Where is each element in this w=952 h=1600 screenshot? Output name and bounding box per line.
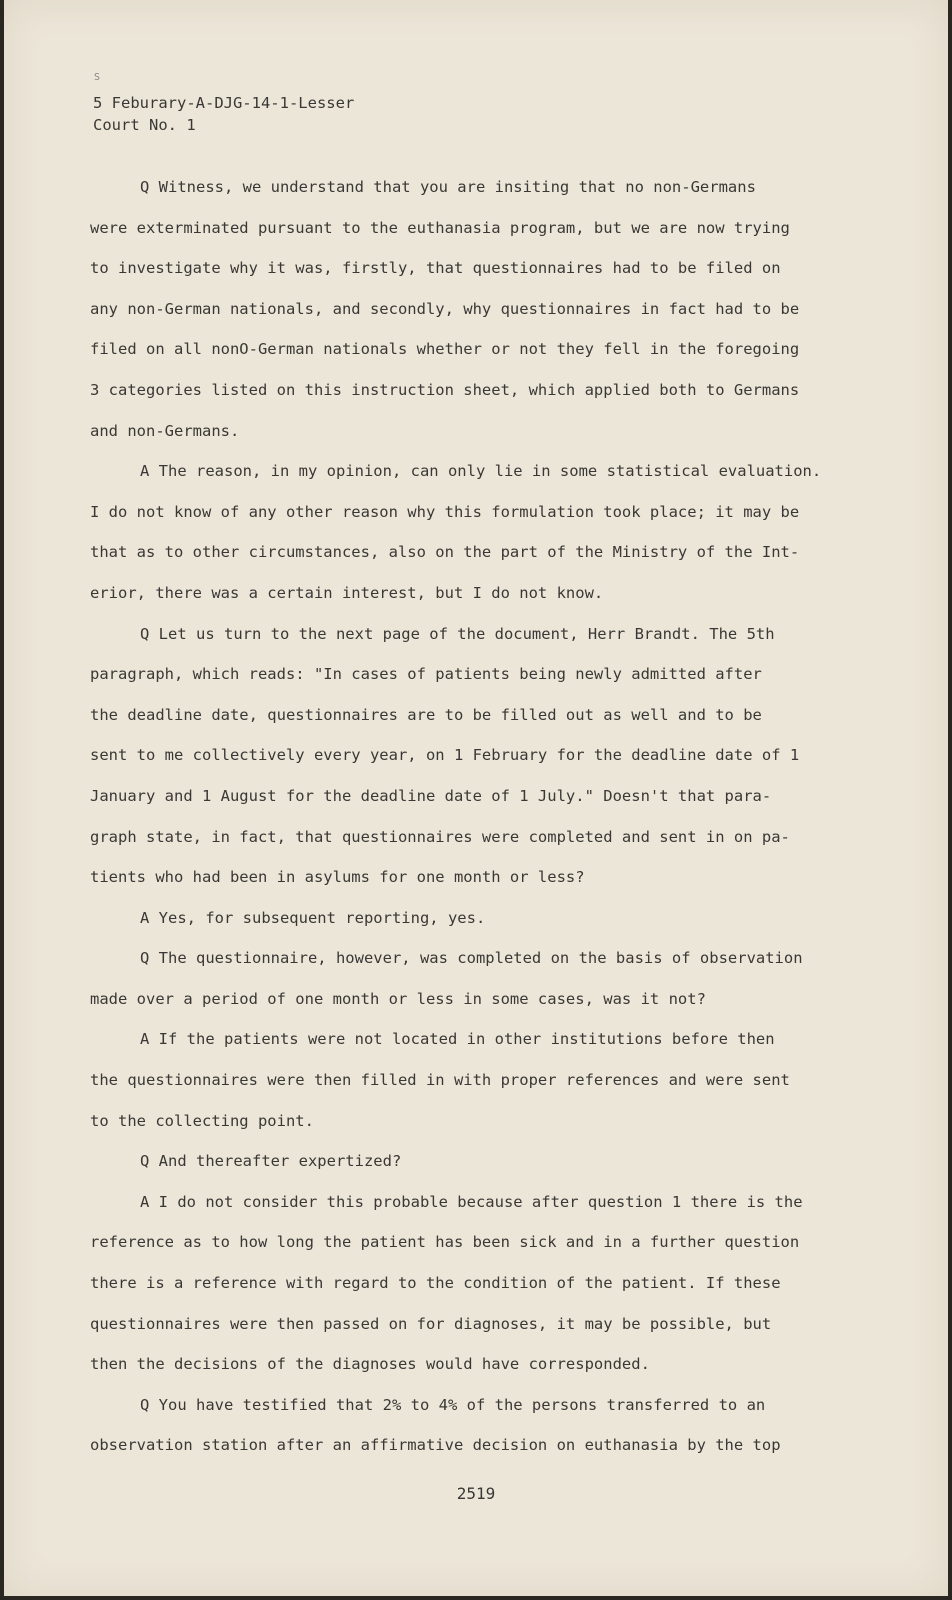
transcript-line: A Yes, for subsequent reporting, yes.: [140, 908, 486, 927]
transcript-line: Q Witness, we understand that you are insiting that no non-Germans: [140, 178, 756, 196]
transcript-line: there is a reference with regard to the condition of the patient. If these: [90, 1274, 781, 1293]
court-line: Court No. 1: [93, 116, 196, 134]
transcript-line: observation station after an affirmative decision on euthanasia by the top: [90, 1436, 781, 1455]
transcript-line: the deadline date, questionnaires are to be filled out as well and to be: [90, 705, 762, 724]
transcript-line: the questionnaires were then filled in with proper references and were sent: [90, 1071, 790, 1090]
transcript-line: tients who had been in asylums for one month or less?: [90, 868, 585, 887]
transcript-line: to the collecting point.: [90, 1111, 314, 1130]
session-line: 5 Feburary-A-DJG-14-1-Lesser: [93, 94, 355, 112]
document-page: [4, 0, 948, 1596]
transcript-line: any non-German nationals, and secondly, why questionnaires in fact had to be: [90, 299, 800, 318]
transcript-line: questionnaires were then passed on for diagnoses, it may be possible, but: [90, 1314, 772, 1333]
transcript-line: 3 categories listed on this instruction sheet, which applied both to Germans: [90, 380, 800, 399]
transcript-line: erior, there was a certain interest, but I do not know.: [90, 583, 604, 602]
transcript-line: Q The questionnaire, however, was completed on the basis of observation: [140, 949, 803, 968]
transcript-line: January and 1 August for the deadline date of 1 July." Doesn't that para-: [90, 786, 772, 805]
transcript-line: A I do not consider this probable because after question 1 there is the: [140, 1192, 803, 1211]
transcript-line: Q Let us turn to the next page of the document, Herr Brandt. The 5th: [140, 624, 775, 643]
transcript-line: and non-Germans.: [90, 421, 240, 440]
transcript-line: reference as to how long the patient has been sick and in a further question: [90, 1233, 800, 1252]
transcript-line: Q You have testified that 2% to 4% of the persons transferred to an: [140, 1395, 766, 1414]
transcript-line: A The reason, in my opinion, can only lie in some statistical evaluation.: [140, 462, 822, 481]
transcript-line: graph state, in fact, that questionnaires were completed and sent in on pa-: [90, 827, 790, 846]
transcript-line: A If the patients were not located in other institutions before then: [140, 1030, 775, 1049]
transcript-line: made over a period of one month or less in some cases, was it not?: [90, 989, 706, 1008]
page-number: 2519: [456, 1484, 496, 1503]
margin-mark: S: [94, 72, 101, 83]
transcript-line: paragraph, which reads: "In cases of patients being newly admitted after: [90, 665, 762, 684]
document-header: [93, 92, 354, 136]
transcript-line: that as to other circumstances, also on the part of the Ministry of the Int-: [90, 543, 800, 562]
transcript-line: then the decisions of the diagnoses would have corresponded.: [90, 1355, 650, 1374]
transcript-body: [90, 167, 864, 1466]
transcript-line: to investigate why it was, firstly, that questionnaires had to be filed on: [90, 259, 781, 278]
transcript-line: sent to me collectively every year, on 1 February for the deadline date of 1: [90, 746, 800, 765]
transcript-line: I do not know of any other reason why this formulation took place; it may be: [90, 502, 800, 521]
transcript-line: were exterminated pursuant to the euthanasia program, but we are now trying: [90, 218, 790, 237]
transcript-line: filed on all nonO-German nationals whether or not they fell in the foregoing: [90, 340, 800, 359]
transcript-line: Q And thereafter expertized?: [140, 1152, 402, 1171]
